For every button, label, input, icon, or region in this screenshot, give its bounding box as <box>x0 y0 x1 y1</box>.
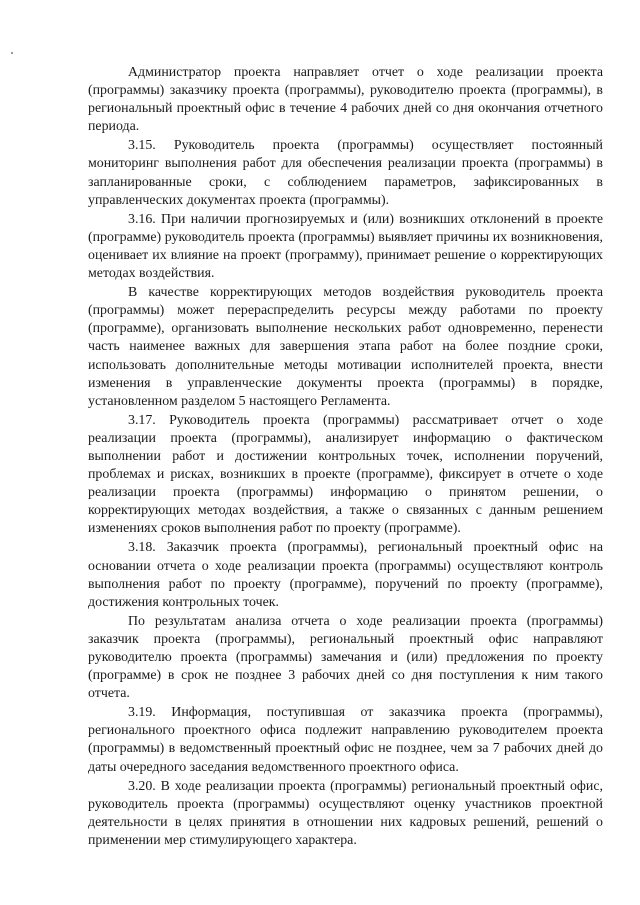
paragraph-3-16: 3.16. При наличии прогнозируемых и (или) возникших отклонений в проекте (программе) руководитель проекта (программы) выявляет причины их возникновения, оценивает их влияние на проект (программу), принимает решение о корректирующих методах воздействия. <box>88 211 603 282</box>
paragraph-report-submission: Администратор проекта направляет отчет о ходе реализации проекта (программы) заказчику проекта (программы), руководителю проекта (программы), в региональный проектный офис в течение 4 рабочих дней со дня окончания отчетного периода. <box>88 65 603 135</box>
document-body <box>88 64 603 850</box>
paragraph-3-19: 3.19. Информация, поступившая от заказчика проекта (программы), регионального проектного офиса подлежит направлению руководителем проекта (программы) в ведомственный проектный офис не позднее, чем за 7 рабочих дней до даты очередного заседания ведомственного проектного офиса. <box>88 705 603 775</box>
paragraph-analysis-results: По результатам анализа отчета о ходе реализации проекта (программы) заказчик проекта (программы), региональный проектный офис направляют руководителю проекта (программы) замечания и (или) предложения по проекту (программе) в срок не позднее 3 рабочих дней со дня поступления к ним такого отчета. <box>88 613 603 702</box>
paragraph-3-18: 3.18. Заказчик проекта (программы), региональный проектный офис на основании отчета о ходе реализации проекта (программы) осуществляют контроль выполнения работ по проекту (программе), поручений по проекту (программе), достижения контрольных точек. <box>88 540 603 610</box>
paragraph-3-20: 3.20. В ходе реализации проекта (программы) региональный проектный офис, руководитель проекта (программы) осуществляют оценку участников проектной деятельности в целях принятия в отношении них кадровых решений, решений о применении мер стимулирующего характера. <box>88 778 603 848</box>
scan-speck <box>11 52 13 54</box>
paragraph-corrective-methods: В качестве корректирующих методов воздействия руководитель проекта (программы) может перераспределить ресурсы между работами по проекту (программе), организовать выполнение нескольких работ одновременно, перенести часть наименее важных для завершения этапа работ на более поздние сроки, использовать дополнительные методы мотивации исполнителей проекта, внести изменения в управленческие документы проекта (программы) в порядке, установленном разделом 5 настоящего Регламента. <box>88 285 603 409</box>
paragraph-3-17: 3.17. Руководитель проекта (программы) рассматривает отчет о ходе реализации проекта (программы), анализирует информацию о фактическом выполнении работ и достижении контрольных точек, исполнении поручений, проблемах и рисках, возникших в проекте (программе), фиксирует в отчете о ходе реализации проекта (программы) информацию о принятом решении, о корректирующих методах воздействия, а также о связанных с данным решением изменениях сроков выполнения работ по проекту (программе). <box>88 412 603 537</box>
paragraph-3-15: 3.15. Руководитель проекта (программы) осуществляет постоянный мониторинг выполнения работ для обеспечения реализации проекта (программы) в запланированные сроки, с соблюдением параметров, зафиксированных в управленческих документах проекта (программы). <box>88 138 603 208</box>
